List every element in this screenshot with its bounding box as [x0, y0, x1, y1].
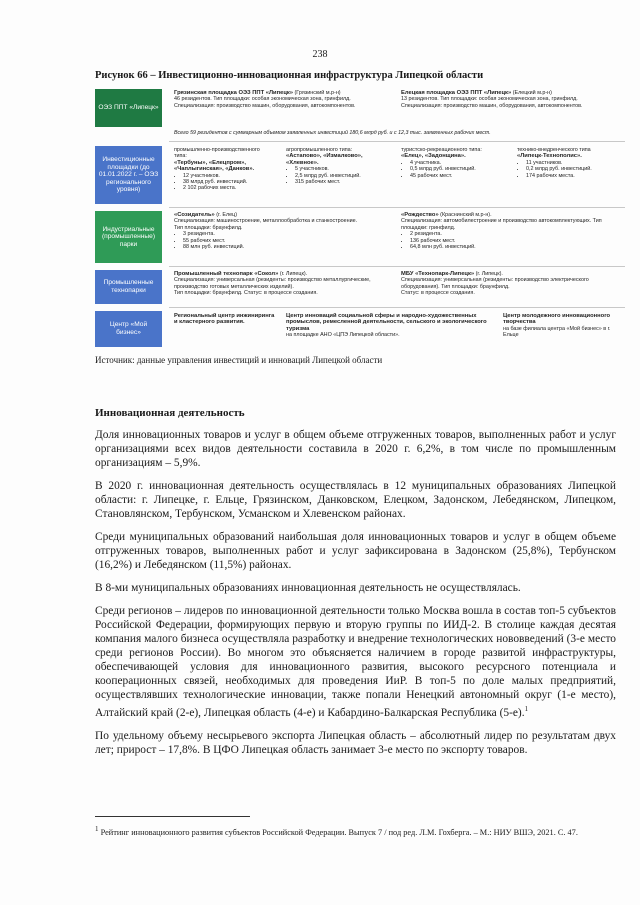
center-youth-title: Центр молодежного инновационного творчества	[503, 313, 611, 326]
oez-gryazi-cell	[174, 90, 394, 109]
list-item: • 3 резидента.	[183, 231, 389, 237]
oez-gryazi-line2: Специализация: производство машин, оборудования, автокомпонентов.	[174, 102, 356, 109]
oez-elets-cell	[401, 90, 625, 109]
invest-industrial-cell	[174, 147, 269, 192]
invest-industrial-names: «Тербуны», «Елецпром», «Чаплыгинская», «Данков».	[174, 159, 255, 173]
list-item: • 45 рабочих мест.	[410, 173, 501, 179]
technopark-lipetsk-title: МБУ «Технопарк-Липецк»	[401, 271, 475, 277]
park-sozidatel-cell	[174, 212, 389, 250]
park-rozhdestvo-location: (Краснинский м.р-н).	[440, 212, 492, 218]
list-item: • 12 участников.	[183, 173, 269, 179]
park-rozhdestvo-line1: Специализация: автомобилестроение и производство автокомплектующих. Тип площадки: гринфилд.	[401, 218, 602, 231]
footnote-divider	[95, 816, 250, 817]
figure-source: Источник: данные управления инвестиций и инноваций Липецкой области	[95, 355, 383, 365]
list-item: • 174 рабочих места.	[526, 173, 617, 179]
center-social-sub: на площадке АНО «ЦПЭ Липецкой области».	[286, 332, 400, 339]
row-separator	[169, 266, 625, 267]
footnote	[95, 823, 615, 839]
park-sozidatel-title: «Созидатель»	[174, 212, 215, 218]
invest-tech-cell	[517, 147, 617, 179]
paragraph: По удельному объему несырьевого экспорта Липецкая область – абсолютный лидер по результатам двух лет; прирост – 17,8%. В ЦФО Липецкая область занимает 3-е место по экспорту товаров.	[95, 729, 616, 756]
list-item: • 2 резидента.	[410, 231, 621, 237]
invest-agro-names: «Астапово», «Измалково», «Хлевное».	[286, 153, 363, 166]
row-invest	[95, 146, 625, 204]
list-item: • 5 участников.	[295, 166, 391, 172]
paragraph: В 8-ми муниципальных образованиях инновационная деятельность не осуществлялась.	[95, 582, 521, 594]
paragraph: Среди муниципальных образований наибольшая доля инновационных товаров и услуг в общем объеме отгруженных товаров, выполненных работ и услуг зафиксирована в Задонском (25,8%), Тербунском (16,2%) и Лебедянском (11,5%) районах.	[95, 531, 616, 571]
technopark-lipetsk-line2: Статус: в процессе создания.	[401, 290, 475, 297]
technopark-lipetsk-cell	[401, 271, 621, 297]
technopark-sokol-cell	[174, 271, 394, 297]
list-item: • 11 участников.	[526, 160, 617, 166]
center-engineering-title: Региональный центр инжиниринга и кластерного развития.	[174, 313, 275, 326]
park-sozidatel-line1: Специализация: машиностроение, металлообработка и станкостроение.	[174, 218, 358, 225]
invest-tourism-type: туристско-рекреационного типа:	[401, 147, 482, 153]
row-separator	[169, 307, 625, 308]
row-label-center: Центр «Мой бизнес»	[95, 311, 162, 347]
page-number: 238	[312, 49, 328, 60]
technopark-sokol-location: (г. Липецк).	[279, 271, 308, 277]
center-engineering-cell	[174, 313, 279, 326]
row-separator	[169, 141, 625, 142]
list-item: • 55 рабочих мест.	[183, 238, 389, 244]
oez-elets-title: Елецкая площадка ОЭЗ ППТ «Липецк»	[401, 90, 512, 96]
footnote-mark: 1	[95, 825, 99, 833]
infrastructure-figure	[95, 89, 625, 347]
footnote-text: Рейтинг инновационного развития субъектов Российской Федерации. Выпуск 7 / под ред. Л.М. Гохберга. – М.: НИУ ВШЭ, 2021. С. 47.	[100, 827, 578, 837]
invest-tech-names: «Липецк-Технополис».	[517, 153, 582, 160]
list-item: • 2 102 рабочих места.	[183, 185, 269, 191]
paragraph: Среди регионов – лидеров по инновационной деятельности только Москва вошла в состав топ-5 субъектов Российской Федерации, формирующих первую и вторую группы по ИИД-2. В столице каждая десятая компания малого бизнеса осуществляла разработку и внедрение технологических нововведений (3-е место среди регионов России). Во многом это объясняется наличием в городе развитой инфраструктуры, обеспечивающей условия для инновационного развития, высокого ресурсного потенциала и кооперационных связей, необходимых для проведения ИиР. В топ-5 по доле малых предприятий, осуществлявших технологические инновации, также попали Ненецкий автономный округ (1-е место), Алтайский край (2-е), Липецкая область (4-е) и Кабардино-Балкарская Республика (5-е).$^1$	[95, 605, 616, 719]
row-center	[95, 311, 625, 347]
oez-gryazi-title: Грязинская площадка ОЭЗ ППТ «Липецк»	[174, 90, 294, 96]
paragraph-text: Среди регионов – лидеров по инновационной деятельности только Москва вошла в состав топ-5 субъектов Российской Федерации, формирующих первую и вторую группы по ИИД-2. В столице каждая десятая компания малого бизнеса осуществляла разработку и внедрение технологических нововведений (3-е место среди регионов России). Во многом это объясняется наличием в городе развитой инфраструктуры, обеспечивающей условия для инновационного развития, высокого ресурсного потенциала и кооперационных связей, необходимых для проведения ИиР. В топ-5 по доле малых предприятий, осуществлявших технологические инновации, также попали Ненецкий автономный округ (1-е место), Алтайский край (2-е), Липецкая область (4-е) и Кабардино-Балкарская Республика (5-е)	[95, 605, 616, 719]
oez-elets-line2: Специализация: производство машин, оборудования, автокомпонентов.	[401, 102, 583, 109]
invest-tech-type: технико-внедренческого типа	[517, 147, 591, 153]
center-social-cell	[286, 313, 496, 339]
figure-title: Рисунок 66 – Инвестиционно-инновационная инфраструктура Липецкой области	[95, 70, 484, 81]
center-youth-sub: на базе филиала центра «Мой бизнес» в г. Ельце	[503, 325, 611, 339]
park-rozhdestvo-cell	[401, 212, 621, 250]
list-item: • 64,8 млн руб. инвестиций.	[410, 244, 621, 250]
row-label-parks: Индустриальные (промышленные) парки	[95, 211, 162, 263]
paragraph: Доля инновационных товаров и услуг в общем объеме отгруженных товаров, выполненных работ и услуг организациями всех видов деятельности составила в 2020 г. 6,2%, в том числе по промышленным организациям – 5,9%.	[95, 429, 616, 469]
body-text	[95, 428, 616, 766]
center-social-title: Центр инноваций социальной сферы и народно-художественных промыслов, ремесленной деятельности, сельского и экологического туризма	[286, 313, 487, 332]
invest-tourism-cell	[401, 147, 501, 179]
technopark-sokol-title: Промышленный технопарк «Сокол»	[174, 271, 279, 277]
list-item: • 4 участника.	[410, 160, 501, 166]
footnote-ref: 1	[524, 705, 529, 713]
list-item: • 315 рабочих мест.	[295, 179, 391, 185]
technopark-lipetsk-location: (г. Липецк).	[475, 271, 503, 277]
section-heading: Инновационная деятельность	[95, 407, 245, 419]
oez-elets-location: (Елецкий м.р-н)	[512, 90, 552, 96]
row-technoparks	[95, 270, 625, 304]
list-item: • 88 млн руб. инвестиций.	[183, 244, 389, 250]
park-sozidatel-line2: Тип площадки: браунфилд.	[174, 224, 243, 231]
row-label-technoparks: Промышленные технопарки	[95, 270, 162, 304]
invest-agro-cell	[286, 147, 391, 185]
invest-tourism-names: «Елец», «Задонщина».	[401, 153, 466, 160]
row-label-invest: Инвестиционные площадки (до 01.01.2022 г. – ОЭЗ регионального уровня)	[95, 146, 162, 204]
list-item: • 2,5 млрд руб. инвестиций.	[295, 173, 391, 179]
list-item: • 0,2 млрд руб. инвестиций.	[526, 166, 617, 172]
list-item: • 136 рабочих мест.	[410, 238, 621, 244]
row-parks	[95, 211, 625, 263]
park-sozidatel-location: (г. Елец)	[216, 212, 237, 218]
technopark-lipetsk-line1: Специализация: универсальная (резиденты: производство электрического оборудования). Тип площадки: браунфилд.	[401, 277, 589, 290]
center-youth-cell	[503, 313, 623, 339]
list-item: • 0,5 млрд руб. инвестиций.	[410, 166, 501, 172]
oez-gryazi-location: (Грязинский м.р-н)	[294, 90, 341, 96]
technopark-sokol-line2: Тип площадки: браунфилд. Статус: в процессе создания.	[174, 290, 318, 297]
list-item: • 38 млрд руб. инвестиций.	[183, 179, 269, 185]
paragraph: В 2020 г. инновационная деятельность осуществлялась в 12 муниципальных образованиях Липецкой области: г. Липецке, г. Ельце, Грязинском, Данковском, Елецком, Задонском, Лебедянском, Липецком, Становлянском, Тербунском, Усманском и Хлевенском районах.	[95, 480, 616, 520]
oez-gryazi-line1: 46 резидентов. Тип площадки: особая экономическая зона, гринфилд.	[174, 96, 351, 103]
invest-agro-type: агропромышленного типа:	[286, 147, 353, 153]
row-oez	[95, 89, 625, 138]
technopark-sokol-line1: Специализация: универсальная (резиденты: производство металлургические, производство готовых металлических изделий).	[174, 277, 371, 290]
row-separator	[169, 207, 625, 208]
row-label-oez: ОЭЗ ППТ «Липецк»	[95, 89, 162, 127]
oez-elets-line1: 13 резидентов. Тип площадки: особая экономическая зона, гринфилд.	[401, 96, 578, 103]
invest-industrial-type: промышленно-производственного типа:	[174, 147, 260, 160]
park-rozhdestvo-title: «Рождество»	[401, 212, 439, 218]
oez-note: Всего 59 резидентов с суммарным объемом заявленных инвестиций 180,6 млрд руб. и с 12,3 тыс. заявленных рабочих мест.	[174, 130, 491, 136]
